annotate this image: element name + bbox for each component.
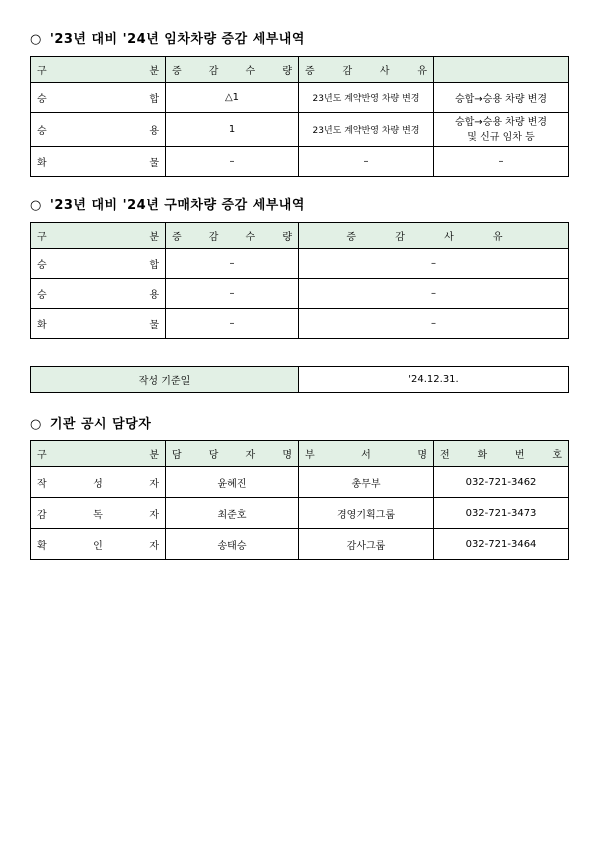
header-category: 구 분: [31, 57, 166, 83]
table-row: [31, 249, 569, 279]
purchase-vehicle-table: [30, 222, 569, 339]
row-name: 최준호: [166, 498, 299, 529]
row-reason: –: [299, 249, 569, 279]
bullet-circle-icon: ○: [30, 417, 42, 432]
row-reason-detail: –: [434, 147, 569, 177]
rental-vehicle-table: [30, 56, 569, 177]
row-phone: 032-721-3462: [434, 467, 569, 498]
row-phone: 032-721-3464: [434, 529, 569, 560]
table-row: [31, 113, 569, 147]
row-category: 승 합: [31, 83, 166, 113]
row-category: 화 물: [31, 147, 166, 177]
header-quantity: 증 감 수 량: [166, 223, 299, 249]
bullet-circle-icon: ○: [30, 32, 42, 47]
row-reason: 23년도 계약반영 차량 변경: [299, 113, 434, 147]
header-phone: 전 화 번 호: [434, 441, 569, 467]
table-row: [31, 279, 569, 309]
row-category: 승 합: [31, 249, 166, 279]
header-category: 구 분: [31, 441, 166, 467]
row-quantity: –: [166, 147, 299, 177]
row-role: 확 인 자: [31, 529, 166, 560]
row-reason-detail-line1: 승합→승용 차량 변경: [454, 116, 548, 128]
section3-title-text: 기관 공시 담당자: [49, 417, 152, 432]
row-phone: 032-721-3473: [434, 498, 569, 529]
basis-date-table: [30, 366, 569, 393]
section1-title: [30, 28, 305, 47]
row-quantity: –: [166, 309, 299, 339]
table-header-row: [31, 57, 569, 83]
section2-title: [30, 194, 305, 213]
row-dept: 감사그룹: [299, 529, 434, 560]
row-reason: –: [299, 309, 569, 339]
table-row: [31, 498, 569, 529]
header-reason: 증 감 사 유: [299, 223, 569, 249]
contact-table: [30, 440, 569, 560]
header-quantity: 증 감 수 량: [166, 57, 299, 83]
section2-title-text: '23년 대비 '24년 구매차량 증감 세부내역: [49, 198, 305, 213]
table-row: [31, 147, 569, 177]
row-reason-detail-line2: 및 신규 임차 등: [467, 131, 535, 143]
basis-date-value: '24.12.31.: [299, 367, 569, 393]
row-dept: 경영기획그룹: [299, 498, 434, 529]
row-quantity: –: [166, 249, 299, 279]
header-name: 담 당 자 명: [166, 441, 299, 467]
bullet-circle-icon: ○: [30, 198, 42, 213]
table-row: [31, 367, 569, 393]
row-category: 승 용: [31, 279, 166, 309]
table-row: [31, 467, 569, 498]
row-reason-detail: 승합→승용 차량 변경: [434, 83, 569, 113]
header-category: 구 분: [31, 223, 166, 249]
basis-date-label: 작성 기준일: [31, 367, 299, 393]
header-reason: 증 감 사 유: [299, 57, 434, 83]
header-blank: [434, 57, 569, 83]
row-name: 송태승: [166, 529, 299, 560]
row-reason-detail: [434, 113, 569, 147]
row-quantity: 1: [166, 113, 299, 147]
table-header-row: [31, 223, 569, 249]
row-reason: –: [299, 147, 434, 177]
table-row: [31, 529, 569, 560]
row-reason: –: [299, 279, 569, 309]
table-row: [31, 309, 569, 339]
row-name: 윤혜진: [166, 467, 299, 498]
row-category: 화 물: [31, 309, 166, 339]
section3-title: [30, 413, 151, 432]
row-reason: 23년도 계약반영 차량 변경: [299, 83, 434, 113]
row-quantity: △1: [166, 83, 299, 113]
row-quantity: –: [166, 279, 299, 309]
header-dept: 부 서 명: [299, 441, 434, 467]
table-header-row: [31, 441, 569, 467]
section1-title-text: '23년 대비 '24년 임차차량 증감 세부내역: [49, 32, 305, 47]
table-row: [31, 83, 569, 113]
row-category: 승 용: [31, 113, 166, 147]
row-role: 작 성 자: [31, 467, 166, 498]
row-dept: 총무부: [299, 467, 434, 498]
row-role: 감 독 자: [31, 498, 166, 529]
